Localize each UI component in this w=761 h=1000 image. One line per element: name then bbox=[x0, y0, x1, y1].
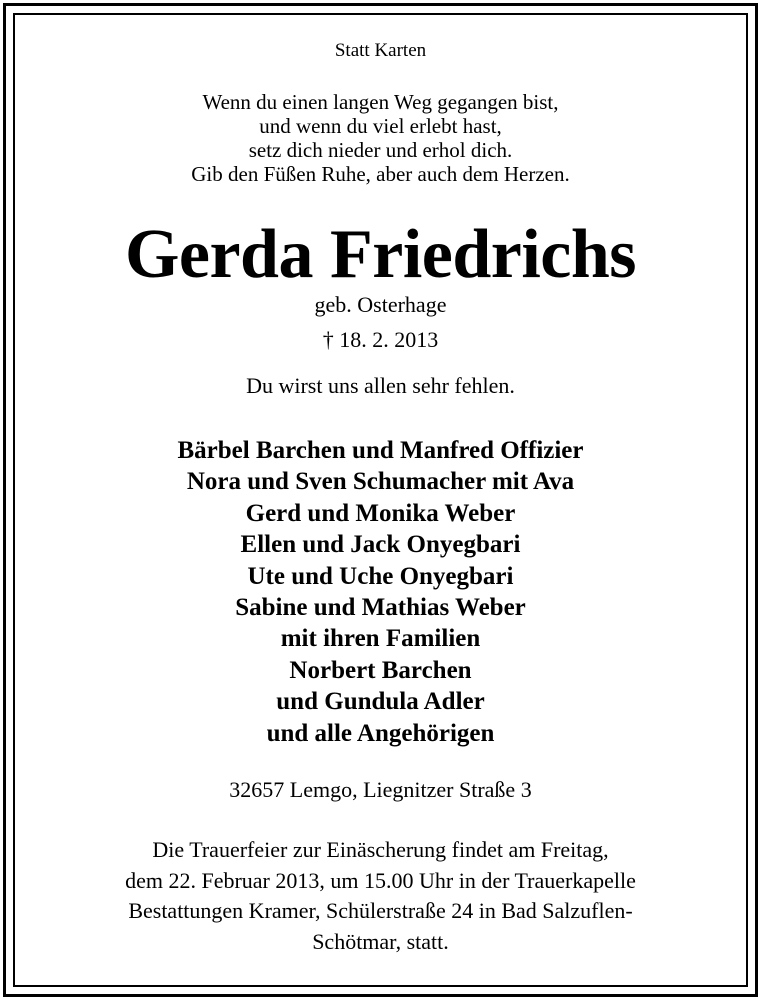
ceremony-line: Die Trauerfeier zur Einäscherung findet am Freitag, bbox=[152, 837, 609, 862]
farewell-text: Du wirst uns allen sehr fehlen. bbox=[246, 373, 515, 398]
mourner-entry: Bärbel Barchen und Manfred Offizier bbox=[177, 437, 584, 464]
ceremony-details bbox=[15, 835, 746, 957]
ceremony-line: dem 22. Februar 2013, um 15.00 Uhr in der Trauerkapelle bbox=[125, 867, 636, 893]
address-text: 32657 Lemgo, Liegnitzer Straße 3 bbox=[229, 777, 532, 802]
address bbox=[15, 775, 746, 805]
mourner-entry: Nora und Sven Schumacher mit Ava bbox=[186, 468, 575, 496]
poem-line: Wenn du einen langen Weg gegangen bist, bbox=[202, 90, 559, 114]
deceased-name bbox=[15, 215, 746, 295]
poem-line: setz dich nieder und erhol dich. bbox=[248, 138, 513, 162]
maiden-name bbox=[15, 291, 746, 319]
poem-line: und wenn du viel erlebt hast, bbox=[259, 114, 502, 138]
header-text: Statt Karten bbox=[334, 40, 427, 61]
ceremony-line: Schötmar, statt. bbox=[312, 928, 449, 954]
death-date-text: † 18. 2. 2013 bbox=[322, 327, 439, 352]
poem-line: Gib den Füßen Ruhe, aber auch dem Herzen. bbox=[191, 162, 570, 186]
mourners-list bbox=[15, 435, 746, 749]
ceremony-line: Bestattungen Kramer, Schülerstraße 24 in Bad Salzuflen- bbox=[128, 898, 633, 923]
mourner-entry: mit ihren Familien bbox=[280, 625, 481, 653]
death-date bbox=[15, 326, 746, 354]
mourner-entry: Sabine und Mathias Weber bbox=[235, 594, 526, 622]
mourner-entry: Norbert Barchen bbox=[289, 656, 472, 684]
mourner-entry: Ute und Uche Onyegbari bbox=[247, 562, 514, 590]
mourner-entry: Ellen und Jack Onyegbari bbox=[240, 531, 521, 559]
mourner-entry: und Gundula Adler bbox=[276, 688, 485, 716]
maiden-name-text: geb. Osterhage bbox=[314, 292, 447, 317]
deceased-name-text: Gerda Friedrichs bbox=[124, 216, 637, 293]
mourner-entry: und alle Angehörigen bbox=[266, 719, 495, 747]
poem bbox=[15, 90, 746, 186]
farewell-line bbox=[15, 372, 746, 400]
header-statt-karten bbox=[15, 39, 746, 63]
mourner-entry: Gerd und Monika Weber bbox=[245, 499, 516, 527]
